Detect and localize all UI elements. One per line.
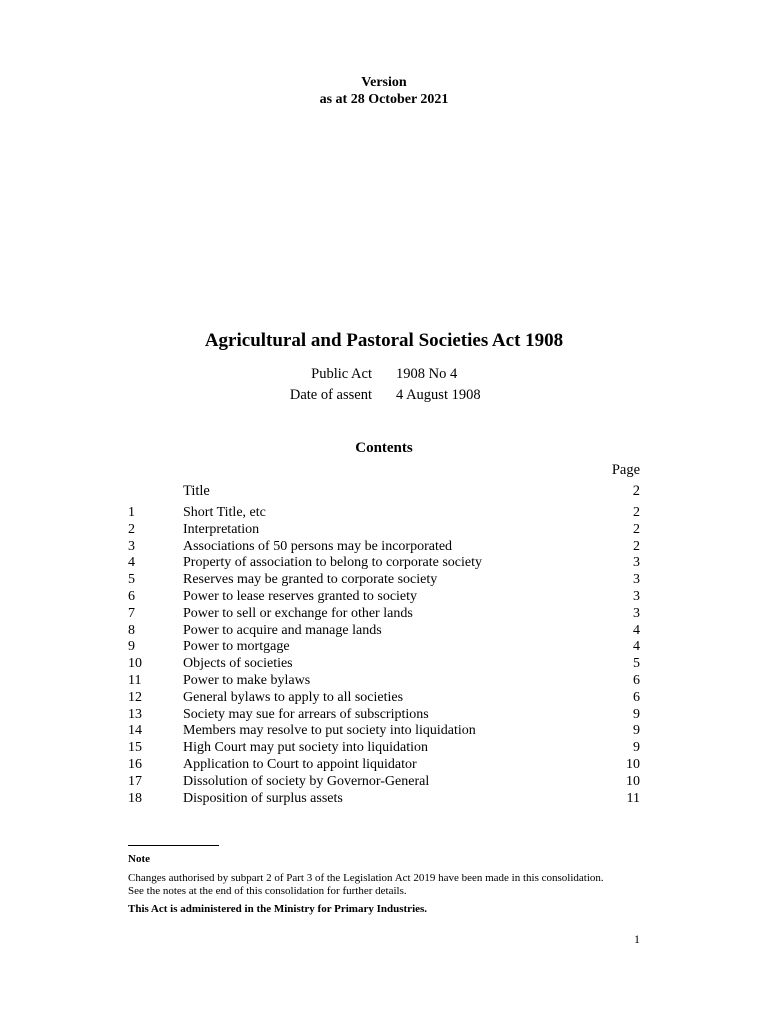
toc-page: 10 [626,756,640,772]
toc-label: Interpretation [183,521,260,537]
toc-label: General bylaws to apply to all societies [183,689,404,705]
toc-number: 3 [128,538,135,554]
toc-title-entry[interactable]: Title [183,483,210,499]
toc-label: Application to Court to appoint liquidator [183,756,417,772]
toc-number: 4 [128,555,135,571]
toc-page: 5 [633,656,640,672]
toc-row[interactable] [128,606,640,623]
toc-number: 18 [128,790,142,806]
toc-number: 9 [128,639,135,655]
toc-row[interactable] [128,572,640,589]
administering-ministry: This Act is administered in the Ministry for Primary Industries. [128,903,428,915]
toc-label: Short Title, etc [183,505,266,520]
note-line: See the notes at the end of this consolidation for further details. [128,885,407,897]
toc-page: 6 [633,672,640,688]
toc-page: 4 [633,622,640,638]
note-body [128,872,648,898]
toc-row[interactable] [128,707,640,724]
toc-number: 12 [128,689,142,705]
version-date: as at 28 October 2021 [319,92,449,107]
toc-row[interactable] [128,539,640,556]
toc-row[interactable] [128,673,640,690]
toc-row[interactable] [128,555,640,572]
meta-key: Date of assent [289,387,372,403]
contents-heading: Contents [355,440,413,456]
toc-number: 7 [128,605,135,621]
toc-label: Objects of societies [183,656,293,672]
note-heading: Note [128,853,150,865]
toc-row[interactable] [128,757,640,774]
note-line: Changes authorised by subpart 2 of Part 3 of the Legislation Act 2019 have been made in this consolidation. [128,872,604,884]
toc-label: Members may resolve to put society into liquidation [183,723,476,739]
toc-page: 3 [633,605,640,621]
toc-number: 5 [128,572,135,588]
toc-title-page: 2 [632,483,640,499]
meta-value: 4 August 1908 [396,387,481,403]
meta-key: Public Act [311,366,372,382]
toc-page: 9 [633,723,640,739]
toc-row[interactable] [128,656,640,673]
toc-row[interactable] [128,589,640,606]
toc-row[interactable] [128,774,640,791]
version-header [0,74,768,108]
toc-number: 13 [128,706,142,722]
toc-label: Power to acquire and manage lands [183,622,382,638]
toc-label: Disposition of surplus assets [183,790,343,806]
toc-row[interactable] [128,740,640,757]
version-label: Version [361,75,407,90]
toc-page: 2 [633,521,640,537]
toc-row[interactable] [128,723,640,740]
toc-label: Property of association to belong to corporate society [183,555,482,571]
toc-page: 9 [633,740,640,756]
toc-row[interactable] [128,623,640,640]
page-column-label: Page [611,462,640,478]
toc-page: 10 [626,773,640,789]
toc-page: 3 [633,572,640,588]
toc-label: Society may sue for arrears of subscriptions [183,706,429,722]
toc-page: 3 [633,555,640,571]
toc-row[interactable] [128,690,640,707]
footnote-divider [128,845,219,846]
toc-number: 11 [128,672,142,688]
toc-page: 3 [633,588,640,604]
toc-number: 8 [128,622,135,638]
toc-page: 9 [633,706,640,722]
toc-number: 15 [128,740,142,756]
toc-number: 6 [128,588,135,604]
toc-number: 17 [128,773,142,789]
toc-label: Dissolution of society by Governor-General [183,773,430,789]
toc-label: Power to lease reserves granted to society [183,588,418,604]
toc-label: Power to sell or exchange for other lands [183,605,413,621]
toc-row[interactable] [128,522,640,539]
toc-page: 11 [626,790,640,806]
toc-row[interactable] [128,505,640,522]
toc-label: Associations of 50 persons may be incorporated [183,538,453,554]
toc-label: High Court may put society into liquidation [183,740,428,756]
page-number: 1 [634,932,640,946]
toc-number: 2 [128,521,135,537]
table-of-contents [128,505,640,807]
toc-label: Power to mortgage [183,639,290,655]
toc-label: Power to make bylaws [183,672,311,688]
toc-page: 4 [633,639,640,655]
toc-page: 6 [633,689,640,705]
meta-value: 1908 No 4 [396,366,458,382]
toc-row[interactable] [128,791,640,808]
toc-number: 10 [128,656,142,672]
toc-row[interactable] [128,639,640,656]
act-title: Agricultural and Pastoral Societies Act 1908 [204,330,564,351]
toc-page: 2 [633,538,640,554]
toc-number: 14 [128,723,142,739]
toc-number: 1 [128,505,135,520]
toc-page: 2 [633,505,640,520]
toc-number: 16 [128,756,142,772]
toc-label: Reserves may be granted to corporate society [183,572,438,588]
